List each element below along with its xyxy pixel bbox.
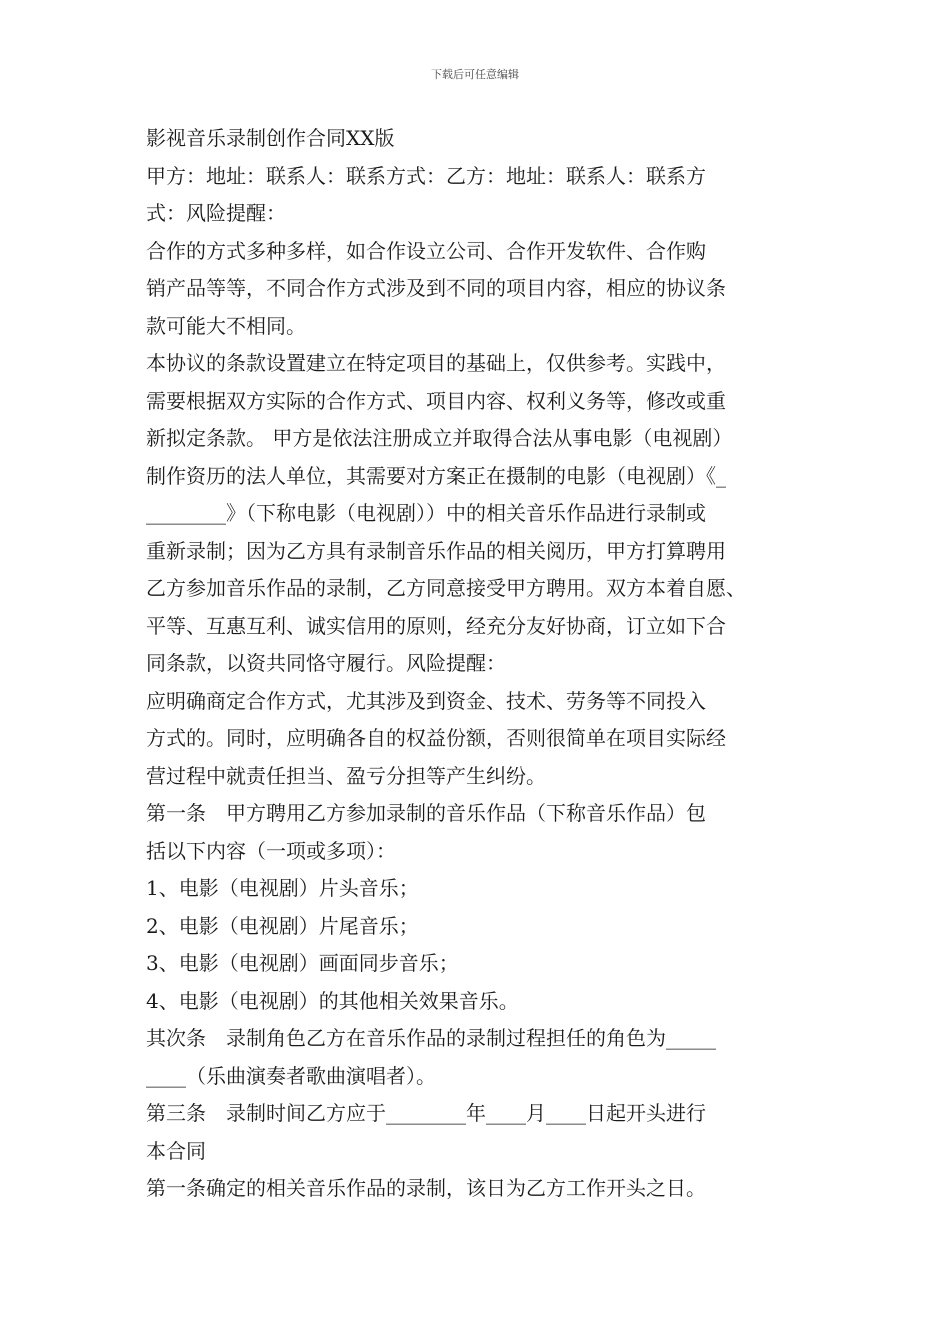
list-item: 1、电影（电视剧）片头音乐； <box>146 876 419 900</box>
paragraph-line: 其次条 录制角色乙方在音乐作品的录制过程担任的角色为_____ <box>146 1026 716 1050</box>
paragraph-line: ____（乐曲演奏者歌曲演唱者）。 <box>146 1063 436 1088</box>
paragraph-line: 需要根据双方实际的合作方式、项目内容、权利义务等，修改或重 <box>146 388 726 413</box>
list-item: 4、电影（电视剧）的其他相关效果音乐。 <box>146 988 519 1013</box>
document-title: 影视音乐录制创作合同XX版 <box>146 126 395 150</box>
paragraph-line: 同条款，以资共同恪守履行。风险提醒： <box>146 651 506 675</box>
paragraph-line: 第一条确定的相关音乐作品的录制，该日为乙方工作开头之日。 <box>146 1176 706 1200</box>
paragraph-line: 应明确商定合作方式，尤其涉及到资金、技术、劳务等不同投入 <box>146 688 706 713</box>
paragraph-line: 新拟定条款。 甲方是依法注册成立并取得合法从事电影（电视剧） <box>146 426 733 450</box>
paragraph-line: 本协议的条款设置建立在特定项目的基础上，仅供参考。实践中， <box>146 351 726 375</box>
paragraph-line: 式：风险提醒： <box>146 201 286 225</box>
paragraph-line: 平等、互惠互利、诚实信用的原则，经充分友好协商，订立如下合 <box>146 613 726 638</box>
paragraph-line: 合作的方式多种多样，如合作设立公司、合作开发软件、合作购 <box>146 238 706 263</box>
paragraph-line: 甲方：地址：联系人：联系方式：乙方：地址：联系人：联系方 <box>146 163 706 188</box>
paragraph-line: 重新录制；因为乙方具有录制音乐作品的相关阅历，甲方打算聘用 <box>146 538 726 563</box>
paragraph-line: 第一条 甲方聘用乙方参加录制的音乐作品（下称音乐作品）包 <box>146 801 706 825</box>
paragraph-line: 方式的。同时，应明确各自的权益份额，否则很简单在项目实际经 <box>146 726 726 750</box>
paragraph-line: 款可能大不相同。 <box>146 313 306 338</box>
paragraph-line: 营过程中就责任担当、盈亏分担等产生纠纷。 <box>146 763 546 788</box>
paragraph-line: 第三条 录制时间乙方应于________年____月____日起开头进行 <box>146 1101 706 1125</box>
list-item: 2、电影（电视剧）片尾音乐； <box>146 913 419 938</box>
page-header: 下载后可任意编辑 <box>431 68 519 81</box>
paragraph-line: 乙方参加音乐作品的录制，乙方同意接受甲方聘用。双方本着自愿、 <box>146 576 746 600</box>
document-body <box>146 120 814 1208</box>
paragraph-line: 销产品等等，不同合作方式涉及到不同的项目内容，相应的协议条 <box>146 276 726 300</box>
paragraph-line: 本合同 <box>146 1138 206 1163</box>
paragraph-line: 制作资历的法人单位，其需要对方案正在摄制的电影（电视剧）《_ <box>146 463 726 488</box>
paragraph-line: ________》（下称电影（电视剧））中的相关音乐作品进行录制或 <box>146 501 706 525</box>
paragraph-line: 括以下内容（一项或多项）： <box>146 838 396 863</box>
list-item: 3、电影（电视剧）画面同步音乐； <box>146 951 459 975</box>
